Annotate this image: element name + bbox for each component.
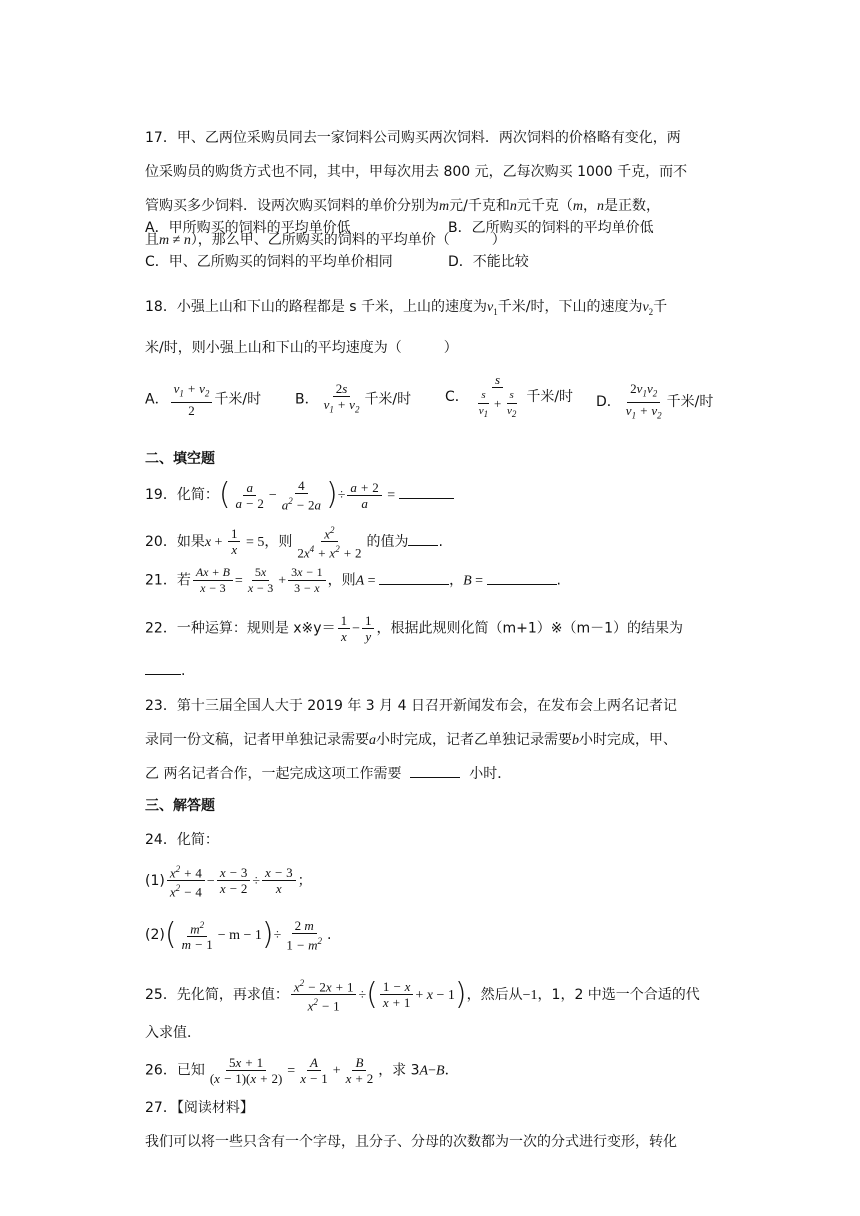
q26-line: 26．已知 $\frac{5x + 1}{(x - 1)(x + 2)}$ = $\frac{A}{x - 1}$ + $\frac{B}{x + 2}$ ，求 3A−B． xyxy=(145,1055,459,1086)
q18-line1: 18．小强上山和下山的路程都是 s 千米，上山的速度为$v_1$千米/时，下山的速度为$v_2$千 xyxy=(145,299,668,317)
q23-line2: 录同一份文稿，记者甲单独记录需要a小时完成，记者乙单独记录需要b小时完成，甲、 xyxy=(145,732,677,748)
q17-line1: 17．甲、乙两位采购员同去一家饲料公司购买两次饲料．两次饲料的价格略有变化，两 xyxy=(145,130,681,146)
q20-line: 20．如果x + $\frac{1}{x}$ = 5，则 $\frac{x^2}{2x^4 + x^2 + 2}$ 的值为 . xyxy=(145,525,443,561)
q17-line3: 管购买多少饲料．设两次购买饲料的单价分别为m元/千克和n元千克（m，n是正数， xyxy=(145,198,660,214)
q17-option-b: B．乙所购买的饲料的平均单价低 xyxy=(448,220,654,236)
q24-part2: (2)( $\frac{m^2}{m - 1}$ − m − 1)÷ $\frac{2 m}{1 - m^2}$ . xyxy=(145,917,332,953)
q22-line1: 22．一种运算：规则是 x※y＝ $\frac{1}{x}$ − $\frac{1}{y}$ ，根据此规则化简（m+1）※（m－1）的结果为 xyxy=(145,613,684,644)
q25-line2: 入求值． xyxy=(145,1025,201,1041)
q17-option-a: A．甲所购买的饲料的平均单价低 xyxy=(145,220,351,236)
q22-line2: . xyxy=(145,660,185,682)
section-heading-fill-in: 二、填空题 xyxy=(145,451,215,467)
q18-option-c: C． s $\frac{s}{v_1}$ + $\frac{s}{v_2}$ 千米/时 xyxy=(445,372,574,420)
q18-option-a: A． $\frac{v_1 + v_2}{2}$ 千米/时 xyxy=(145,381,262,418)
q24-label: 24．化简： xyxy=(145,832,219,848)
q23-line1: 23．第十三届全国人大于 2019 年 3 月 4 日召开新闻发布会，在发布会上两名记者记 xyxy=(145,698,677,714)
q17-line2: 位采购员的购货方式也不同，其中，甲每次用去 800 元，乙每次购买 1000 千克，而不 xyxy=(145,164,688,180)
q19-line: 19．化简：( $\frac{a}{a - 2}$ − $\frac{4}{a^2 - 2a}$ )÷ $\frac{a + 2}{a}$ = xyxy=(145,478,454,512)
q17-line4: 且m ≠ n），那么甲、乙所购买的饲料的平均单价（ ） xyxy=(145,232,506,248)
q27-label: 27．【阅读材料】 xyxy=(145,1100,254,1116)
q18-line2: 米/时，则小强上山和下山的平均速度为（ ） xyxy=(145,340,458,356)
q18-option-b: B． $\frac{2s}{v_1 + v_2}$ 千米/时 xyxy=(295,381,412,415)
section-heading-answer: 三、解答题 xyxy=(145,798,215,814)
q21-line: 21．若 $\frac{Ax + B}{x - 3}$ = $\frac{5x}{x - 3}$ + $\frac{3x - 1}{3 - x}$ ，则A = ，B = . xyxy=(145,565,561,595)
q17-option-d: D．不能比较 xyxy=(448,254,529,270)
q23-line3: 乙 两名记者合作，一起完成这项工作需要 小时． xyxy=(145,763,511,785)
q18-option-d: D． $\frac{2v_1v_2}{v_1 + v_2}$ 千米/时 xyxy=(596,381,714,421)
q17-option-c: C．甲、乙所购买的饲料的平均单价相同 xyxy=(145,254,393,270)
q24-part1: (1) $\frac{x^2 + 4}{x^2 - 4}$ − $\frac{x - 3}{x - 2}$ ÷ $\frac{x - 3}{x}$ ； xyxy=(145,864,312,900)
q27-line1: 我们可以将一些只含有一个字母，且分子、分母的次数都为一次的分式进行变形，转化 xyxy=(145,1134,677,1150)
q25-line1: 25．先化简，再求值： $\frac{x^2 - 2x + 1}{x^2 - 1}$ ÷( $\frac{1 - x}{x + 1}$ + x − 1)，然后从−1，1，2 中选一个合适的代 xyxy=(145,976,700,1014)
